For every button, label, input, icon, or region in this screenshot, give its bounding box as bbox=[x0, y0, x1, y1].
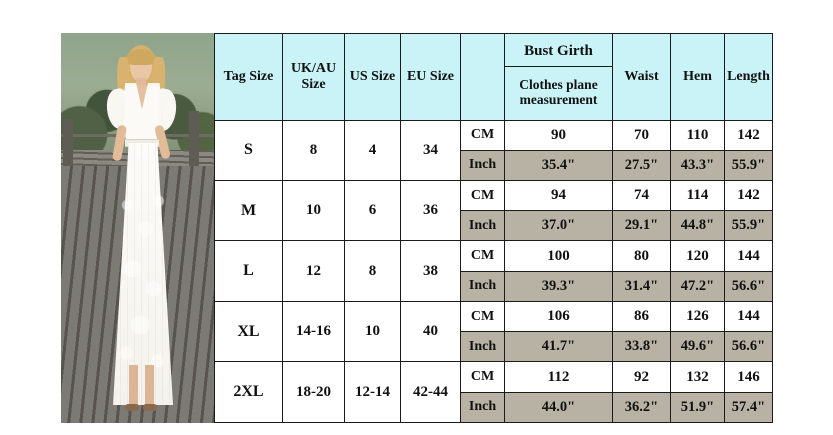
cell-waist-cm: 70 bbox=[613, 120, 671, 150]
cell-hem-cm: 132 bbox=[671, 362, 725, 392]
header-unit-spacer bbox=[461, 34, 505, 121]
cell-length-inch: 56.6" bbox=[725, 271, 773, 301]
model-sandal-right bbox=[143, 404, 157, 411]
cell-waist-inch: 36.2" bbox=[613, 392, 671, 422]
cell-tag-size: L bbox=[215, 241, 283, 301]
cell-bust-cm: 90 bbox=[505, 120, 613, 150]
product-photo bbox=[61, 33, 214, 423]
header-waist: Waist bbox=[613, 34, 671, 121]
cell-eu-size: 42-44 bbox=[401, 362, 461, 423]
model-sandal-left bbox=[125, 404, 139, 411]
cell-us-size: 4 bbox=[345, 120, 401, 180]
cell-us-size: 8 bbox=[345, 241, 401, 301]
cell-bust-cm: 106 bbox=[505, 301, 613, 331]
cell-hem-inch: 44.8" bbox=[671, 211, 725, 241]
cell-uk-au-size: 8 bbox=[283, 120, 345, 180]
cell-us-size: 12-14 bbox=[345, 362, 401, 423]
cell-length-cm: 146 bbox=[725, 362, 773, 392]
cell-hem-inch: 47.2" bbox=[671, 271, 725, 301]
header-hem: Hem bbox=[671, 34, 725, 121]
cell-bust-inch: 44.0" bbox=[505, 392, 613, 422]
cell-unit-inch: Inch bbox=[461, 392, 505, 422]
cell-bust-cm: 100 bbox=[505, 241, 613, 271]
cell-bust-inch: 37.0" bbox=[505, 211, 613, 241]
table-row bbox=[215, 362, 773, 392]
cell-unit-inch: Inch bbox=[461, 211, 505, 241]
cell-length-cm: 142 bbox=[725, 120, 773, 150]
cell-waist-inch: 33.8" bbox=[613, 332, 671, 362]
model-leg-left bbox=[129, 365, 138, 405]
header-bust-girth: Bust Girth bbox=[505, 34, 613, 67]
model-figure bbox=[101, 35, 179, 423]
table-header-row bbox=[215, 34, 773, 67]
cell-bust-cm: 94 bbox=[505, 180, 613, 210]
cell-length-inch: 57.4" bbox=[725, 392, 773, 422]
cell-length-inch: 55.9" bbox=[725, 211, 773, 241]
cell-unit-inch: Inch bbox=[461, 271, 505, 301]
header-uk-au-size: UK/AU Size bbox=[283, 34, 345, 121]
header-tag-size: Tag Size bbox=[215, 34, 283, 121]
header-bust-girth-sub: Clothes plane measurement bbox=[505, 67, 613, 120]
table-row bbox=[215, 301, 773, 331]
cell-uk-au-size: 12 bbox=[283, 241, 345, 301]
header-us-size: US Size bbox=[345, 34, 401, 121]
cell-length-inch: 55.9" bbox=[725, 150, 773, 180]
model-leg-right bbox=[145, 365, 154, 405]
cell-hem-cm: 120 bbox=[671, 241, 725, 271]
cell-eu-size: 40 bbox=[401, 301, 461, 361]
size-chart-table-wrapper bbox=[214, 33, 772, 423]
cell-hem-cm: 110 bbox=[671, 120, 725, 150]
cell-tag-size: S bbox=[215, 120, 283, 180]
cell-hem-inch: 51.9" bbox=[671, 392, 725, 422]
cell-length-cm: 144 bbox=[725, 241, 773, 271]
cell-length-inch: 56.6" bbox=[725, 332, 773, 362]
cell-tag-size: XL bbox=[215, 301, 283, 361]
cell-waist-inch: 31.4" bbox=[613, 271, 671, 301]
cell-uk-au-size: 18-20 bbox=[283, 362, 345, 423]
cell-waist-cm: 80 bbox=[613, 241, 671, 271]
cell-bust-inch: 39.3" bbox=[505, 271, 613, 301]
cell-waist-cm: 92 bbox=[613, 362, 671, 392]
cell-tag-size: 2XL bbox=[215, 362, 283, 423]
cell-tag-size: M bbox=[215, 180, 283, 240]
cell-length-cm: 142 bbox=[725, 180, 773, 210]
cell-waist-inch: 27.5" bbox=[613, 150, 671, 180]
cell-us-size: 10 bbox=[345, 301, 401, 361]
cell-hem-inch: 49.6" bbox=[671, 332, 725, 362]
model-hair-front bbox=[126, 49, 156, 65]
cell-waist-cm: 86 bbox=[613, 301, 671, 331]
cell-waist-cm: 74 bbox=[613, 180, 671, 210]
cell-bust-inch: 41.7" bbox=[505, 332, 613, 362]
cell-unit-inch: Inch bbox=[461, 150, 505, 180]
cell-unit-cm: CM bbox=[461, 180, 505, 210]
cell-us-size: 6 bbox=[345, 180, 401, 240]
cell-unit-inch: Inch bbox=[461, 332, 505, 362]
table-row bbox=[215, 180, 773, 210]
cell-hem-inch: 43.3" bbox=[671, 150, 725, 180]
cell-hem-cm: 126 bbox=[671, 301, 725, 331]
dress-lace-pattern bbox=[117, 185, 169, 385]
cell-bust-inch: 35.4" bbox=[505, 150, 613, 180]
table-row bbox=[215, 241, 773, 271]
cell-uk-au-size: 14-16 bbox=[283, 301, 345, 361]
header-length: Length bbox=[725, 34, 773, 121]
cell-unit-cm: CM bbox=[461, 362, 505, 392]
cell-eu-size: 34 bbox=[401, 120, 461, 180]
table-row bbox=[215, 120, 773, 150]
cell-unit-cm: CM bbox=[461, 301, 505, 331]
size-chart-table bbox=[214, 33, 773, 423]
cell-waist-inch: 29.1" bbox=[613, 211, 671, 241]
cell-unit-cm: CM bbox=[461, 120, 505, 150]
cell-unit-cm: CM bbox=[461, 241, 505, 271]
cell-hem-cm: 114 bbox=[671, 180, 725, 210]
cell-eu-size: 36 bbox=[401, 180, 461, 240]
cell-eu-size: 38 bbox=[401, 241, 461, 301]
cell-length-cm: 144 bbox=[725, 301, 773, 331]
header-eu-size: EU Size bbox=[401, 34, 461, 121]
cell-uk-au-size: 10 bbox=[283, 180, 345, 240]
cell-bust-cm: 112 bbox=[505, 362, 613, 392]
